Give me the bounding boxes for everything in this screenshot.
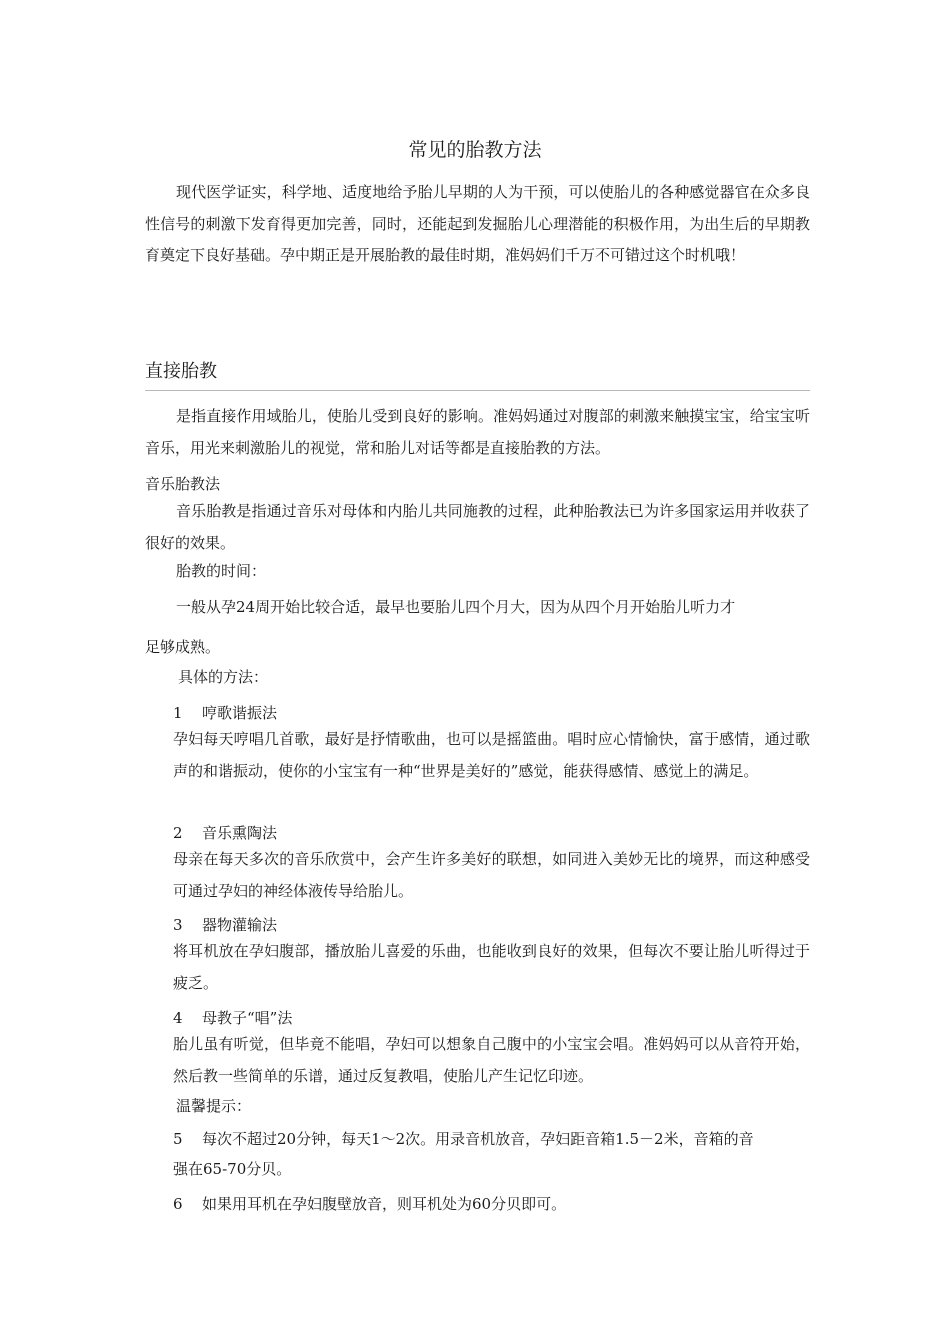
section-description: 是指直接作用域胎儿，使胎儿受到良好的影响。准妈妈通过对腹部的刺激来触摸宝宝，给宝宝听音乐，用光来刺激胎儿的视觉，常和胎儿对话等都是直接胎教的方法。 [145, 407, 810, 457]
intro-paragraph: 现代医学证实，科学地、适度地给予胎儿早期的人为干预，可以使胎儿的各种感觉器官在众多良性信号的刺激下发育得更加完善，同时，还能起到发掘胎儿心理潜能的积极作用，为出生后的早期教育奠定下良好基础。孕中期正是开展胎教的最佳时期，准妈妈们千万不可错过这个时机哦！ [145, 183, 810, 264]
method-text: 母亲在每天多次的音乐欣赏中，会产生许多美好的联想，如同进入美妙无比的境界，而这种感受可通过孕妇的神经体液传导给胎儿。 [173, 850, 810, 900]
method-number: 1 [173, 704, 183, 722]
tip-continuation: 强在65-70分贝。 [173, 1160, 292, 1178]
method-heading [173, 702, 277, 723]
time-text-line-2: 足够成熟。 [145, 638, 221, 656]
method-text: 将耳机放在孕妇腹部，播放胎儿喜爱的乐曲，也能收到良好的效果，但每次不要让胎儿听得过于疲乏。 [173, 942, 810, 992]
method-heading [173, 822, 277, 843]
method-number: 3 [173, 916, 183, 934]
method-number: 4 [173, 1009, 183, 1027]
music-heading: 音乐胎教法 [145, 475, 221, 493]
method-text: 胎儿虽有听觉，但毕竟不能唱，孕妇可以想象自己腹中的小宝宝会唱。准妈妈可以从音符开始，然后教一些简单的乐谱，通过反复教唱，使胎儿产生记忆印迹。 [173, 1035, 810, 1085]
method-text: 孕妇每天哼唱几首歌，最好是抒情歌曲，也可以是摇篮曲。唱时应心情愉快，富于感情，通过歌声的和谐振动，使你的小宝宝有一种“世界是美好的”感觉，能获得感情、感觉上的满足。 [173, 730, 810, 780]
tips-label: 温馨提示： [176, 1097, 252, 1115]
section-heading: 直接胎教 [145, 361, 217, 382]
methods-label: 具体的方法： [178, 668, 269, 686]
method-name: 音乐熏陶法 [202, 824, 278, 842]
method-name: 哼歌谐振法 [202, 704, 278, 722]
method-number: 2 [173, 824, 183, 842]
method-name: 器物灌输法 [202, 916, 278, 934]
music-description: 音乐胎教是指通过音乐对母体和内胎儿共同施教的过程，此种胎教法已为许多国家运用并收获了很好的效果。 [145, 502, 810, 552]
tip-line [173, 1193, 566, 1214]
method-heading [173, 1007, 292, 1028]
method-heading [173, 914, 277, 935]
document-title: 常见的胎教方法 [408, 139, 542, 161]
tip-text: 如果用耳机在孕妇腹壁放音，则耳机处为60分贝即可。 [202, 1195, 567, 1213]
tip-line [173, 1128, 754, 1149]
tip-number: 5 [173, 1130, 183, 1148]
tip-number: 6 [173, 1195, 183, 1213]
tip-text: 每次不超过20分钟，每天1～2次。用录音机放音，孕妇距音箱1.5－2米，音箱的音 [202, 1130, 754, 1148]
method-name: 母教子“唱”法 [202, 1009, 293, 1027]
section-divider [145, 390, 810, 391]
time-label: 胎教的时间： [176, 562, 267, 580]
time-text-line-1: 一般从孕24周开始比较合适，最早也要胎儿四个月大，因为从四个月开始胎儿听力才 [176, 598, 736, 616]
